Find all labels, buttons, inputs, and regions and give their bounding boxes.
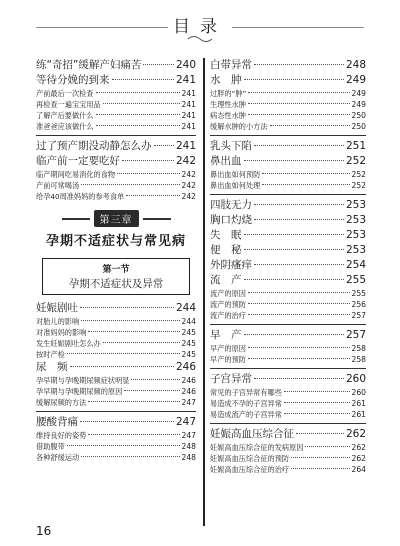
toc-subentry[interactable]: [210, 299, 366, 310]
dot-leader: [80, 421, 174, 422]
entry-title: 妊娠高血压综合征的预防: [210, 454, 290, 463]
dot-leader: [254, 64, 344, 65]
entry-title: 鼻出血如何处理: [210, 181, 261, 190]
toc-subentry[interactable]: [210, 99, 366, 110]
entry-page: 257: [345, 329, 366, 341]
entry-separator: [210, 194, 366, 195]
entry-page: 255: [351, 289, 366, 298]
entry-title: 过了预产期没动静怎么办: [36, 140, 152, 152]
entry-page: 244: [175, 302, 196, 314]
toc-subentry[interactable]: [36, 316, 196, 327]
entry-page: 246: [175, 361, 196, 373]
toc-subentry[interactable]: [36, 180, 196, 191]
section-box: [42, 258, 190, 295]
entry-page: 248: [181, 442, 196, 451]
entry-page: 242: [181, 181, 196, 190]
toc-entry[interactable]: [36, 73, 196, 88]
entry-title: 维持良好的姿势: [36, 431, 87, 440]
toc-subentry[interactable]: [210, 442, 366, 453]
entry-page: 250: [351, 111, 366, 120]
chapter-label: 第三章: [94, 210, 139, 227]
entry-title: 易造成不孕的子宫异常: [210, 399, 282, 408]
entry-separator: [210, 135, 366, 136]
entry-page: 251: [345, 140, 366, 152]
toc-subentry[interactable]: [210, 310, 366, 321]
dot-leader: [88, 401, 179, 402]
toc-right-list: [210, 58, 366, 475]
entry-title: 给孕40周准妈妈的参考食单: [36, 192, 125, 201]
toc-subentry[interactable]: [210, 288, 366, 299]
toc-entry[interactable]: [210, 243, 366, 258]
entry-title: 产前最后一次检查: [36, 89, 94, 98]
dot-leader: [248, 347, 350, 348]
chapter-deco-bar: [62, 218, 90, 220]
dot-leader: [154, 145, 174, 146]
dot-leader: [96, 114, 180, 115]
entry-separator: [210, 324, 366, 325]
toc-subentry[interactable]: [36, 452, 196, 463]
toc-subentry[interactable]: [36, 121, 196, 132]
page-header: [0, 0, 400, 54]
entry-title: 胸口灼烧: [210, 214, 252, 226]
entry-title: 早 产: [210, 329, 242, 341]
entry-title: 按时产检: [36, 350, 65, 359]
entry-page: 245: [181, 339, 196, 348]
dot-leader: [262, 184, 349, 185]
dot-leader: [96, 125, 180, 126]
entry-page: 241: [175, 140, 196, 152]
entry-title: 生理性水肿: [210, 100, 246, 109]
entry-title: 借助腹带: [36, 442, 65, 451]
toc-subentry[interactable]: [36, 430, 196, 441]
toc-entry[interactable]: [210, 372, 366, 387]
section-label: 第一节: [102, 265, 130, 275]
entry-page: 260: [351, 388, 366, 397]
header-rule-left: [36, 27, 168, 28]
toc-entry[interactable]: [210, 328, 366, 343]
dot-leader: [117, 173, 179, 174]
dot-leader: [296, 433, 344, 434]
dot-leader: [244, 279, 344, 280]
dot-leader: [81, 184, 179, 185]
dot-leader: [122, 160, 174, 161]
toc-left-top-list: [36, 58, 196, 202]
entry-page: 260: [345, 373, 366, 385]
entry-title: 对胎儿的影响: [36, 317, 80, 326]
column-divider: [203, 58, 205, 526]
toc-entry[interactable]: [36, 360, 196, 375]
dot-leader: [70, 366, 174, 367]
dot-leader: [248, 292, 350, 293]
dot-leader: [284, 413, 350, 414]
toc-subentry[interactable]: [210, 180, 366, 191]
entry-title: 产前可常喝汤: [36, 181, 80, 190]
entry-title: 流产的原因: [210, 289, 246, 298]
entry-separator: [36, 411, 196, 412]
entry-page: 248: [181, 453, 196, 462]
toc-entry[interactable]: [210, 258, 366, 273]
chapter-deco-bar: [143, 218, 171, 220]
dot-leader: [248, 314, 350, 315]
entry-title: 再检查一遍宝宝用品: [36, 100, 101, 109]
entry-page: 258: [351, 355, 366, 364]
entry-page: 242: [181, 170, 196, 179]
dot-leader: [96, 92, 180, 93]
entry-separator: [210, 368, 366, 369]
entry-page: 261: [351, 410, 366, 419]
entry-title: 妊娠高血压综合征的治疗: [210, 465, 290, 474]
toc-subentry[interactable]: [36, 110, 196, 121]
dot-leader: [248, 114, 350, 115]
entry-page: 247: [181, 398, 196, 407]
dot-leader: [244, 249, 344, 250]
entry-page: 253: [345, 214, 366, 226]
entry-title: 乳头下陷: [210, 140, 252, 152]
dot-leader: [124, 390, 179, 391]
entry-title: 鼻出血: [210, 155, 242, 167]
entry-page: 248: [345, 59, 366, 71]
toc-subentry[interactable]: [36, 327, 196, 338]
dot-leader: [131, 379, 179, 380]
entry-title: 练“奇招”缓解产妇痛苦: [36, 59, 142, 71]
entry-page: 252: [351, 181, 366, 190]
dot-leader: [291, 468, 349, 469]
entry-title: 妊娠高血压综合征的发病原因: [210, 443, 304, 452]
toc-entry[interactable]: [210, 58, 366, 73]
toc-subentry[interactable]: [36, 375, 196, 386]
dot-leader: [80, 307, 174, 308]
entry-title: 白带异常: [210, 59, 252, 71]
dot-leader: [244, 234, 344, 235]
entry-title: 外阴瘙痒: [210, 259, 252, 271]
entry-title: 水 肿: [210, 74, 242, 86]
dot-leader: [254, 204, 344, 205]
dot-leader: [67, 353, 180, 354]
toc-entry[interactable]: [36, 154, 196, 169]
entry-title: 发生妊娠剧吐怎么办: [36, 339, 101, 348]
entry-page: 246: [181, 376, 196, 385]
toc-left-bottom-list: [36, 301, 196, 463]
dot-leader: [305, 446, 349, 447]
dot-leader: [67, 445, 180, 446]
dot-leader: [284, 391, 350, 392]
toc-subentry[interactable]: [36, 99, 196, 110]
dot-leader: [284, 402, 350, 403]
entry-title: 过胖的“肿”: [210, 89, 247, 98]
entry-page: 249: [351, 89, 366, 98]
dot-leader: [81, 456, 179, 457]
entry-separator: [210, 423, 366, 424]
toc-subentry[interactable]: [36, 441, 196, 452]
toc-entry[interactable]: [210, 198, 366, 213]
page-number: 16: [36, 524, 52, 538]
dot-leader: [103, 103, 180, 104]
entry-page: 255: [345, 274, 366, 286]
entry-title: 缓解尿频的方法: [36, 398, 87, 407]
toc-subentry[interactable]: [210, 169, 366, 180]
dot-leader: [112, 79, 174, 80]
entry-page: 261: [351, 399, 366, 408]
entry-page: 254: [345, 259, 366, 271]
toc-entry[interactable]: [210, 139, 366, 154]
entry-title: 孕早期与孕晚期尿频症状明显: [36, 376, 130, 385]
entry-page: 256: [351, 300, 366, 309]
entry-title: 早产的原因: [210, 344, 246, 353]
dot-leader: [126, 195, 179, 196]
entry-title: 流产的治疗: [210, 311, 246, 320]
entry-page: 241: [181, 111, 196, 120]
toc-subentry[interactable]: [210, 343, 366, 354]
entry-title: 便 秘: [210, 244, 242, 256]
dot-leader: [254, 264, 344, 265]
entry-page: 245: [181, 350, 196, 359]
entry-page: 253: [345, 244, 366, 256]
dot-leader: [103, 342, 180, 343]
entry-title: 了解产后要做什么: [36, 111, 94, 120]
entry-page: 242: [181, 192, 196, 201]
entry-page: 241: [181, 89, 196, 98]
dot-leader: [248, 358, 350, 359]
entry-title: 孕早期与孕晚期尿频的原因: [36, 387, 123, 396]
entry-page: 262: [345, 428, 366, 440]
entry-page: 252: [351, 170, 366, 179]
entry-title: 易造成流产的子宫异常: [210, 410, 282, 419]
chapter-title: 孕期不适症状与常见病: [45, 234, 186, 249]
toc-subentry[interactable]: [210, 464, 366, 475]
toc-subentry[interactable]: [36, 397, 196, 408]
toc-subentry[interactable]: [36, 169, 196, 180]
entry-title: 临产期间吃易消化的食物: [36, 170, 116, 179]
toc-entry[interactable]: [210, 228, 366, 243]
entry-page: 253: [345, 199, 366, 211]
entry-page: 241: [175, 74, 196, 86]
dot-leader: [88, 331, 179, 332]
toc-subentry[interactable]: [210, 110, 366, 121]
toc-subentry[interactable]: [36, 338, 196, 349]
toc-entry[interactable]: [36, 415, 196, 430]
entry-title: 等待分娩的到来: [36, 74, 110, 86]
dot-leader: [88, 434, 179, 435]
entry-page: 245: [181, 328, 196, 337]
toc-entry[interactable]: [210, 427, 366, 442]
toc-subentry[interactable]: [210, 398, 366, 409]
entry-title: 各种舒缓运动: [36, 453, 80, 462]
entry-title: 鼻出血如何预防: [210, 170, 261, 179]
entry-title: 尿 频: [36, 361, 68, 373]
dot-leader: [262, 173, 349, 174]
entry-separator: [36, 135, 196, 136]
entry-title: 子宫异常: [210, 373, 252, 385]
chapter-label-row: [36, 210, 196, 227]
chapter-heading: [36, 210, 196, 249]
entry-title: 对准妈妈的影响: [36, 328, 87, 337]
entry-page: 258: [351, 344, 366, 353]
toc-entry[interactable]: [210, 273, 366, 288]
toc-entry[interactable]: [210, 213, 366, 228]
entry-page: 242: [175, 155, 196, 167]
section-title: 孕期不适症状及异常: [68, 278, 164, 290]
entry-page: 257: [351, 311, 366, 320]
dot-leader: [244, 160, 344, 161]
toc-subentry[interactable]: [210, 453, 366, 464]
entry-page: 241: [181, 100, 196, 109]
entry-page: 252: [345, 155, 366, 167]
entry-title: 早产的预防: [210, 355, 246, 364]
entry-page: 249: [345, 74, 366, 86]
dot-leader: [81, 320, 179, 321]
dot-leader: [248, 303, 350, 304]
entry-title: 临产前一定要吃好: [36, 155, 120, 167]
ornament-icon: [187, 34, 213, 44]
entry-page: 253: [345, 229, 366, 241]
dot-leader: [244, 79, 344, 80]
toc-left-column: [36, 58, 196, 526]
entry-title: 缓解水肿的小方法: [210, 122, 268, 131]
toc-subentry[interactable]: [210, 88, 366, 99]
toc-subentry[interactable]: [210, 354, 366, 365]
toc-entry[interactable]: [36, 58, 196, 73]
dot-leader: [254, 219, 344, 220]
entry-page: 246: [181, 387, 196, 396]
dot-leader: [254, 145, 344, 146]
entry-title: 常见的子宫异常有哪些: [210, 388, 282, 397]
entry-title: 流 产: [210, 274, 242, 286]
toc-subentry[interactable]: [210, 387, 366, 398]
entry-page: 262: [351, 443, 366, 452]
entry-page: 240: [175, 59, 196, 71]
toc-entry[interactable]: [210, 154, 366, 169]
entry-page: 249: [351, 100, 366, 109]
dot-leader: [291, 457, 349, 458]
toc-subentry[interactable]: [210, 409, 366, 420]
dot-leader: [248, 103, 350, 104]
entry-page: 247: [181, 431, 196, 440]
entry-page: 250: [351, 122, 366, 131]
entry-page: 241: [181, 122, 196, 131]
entry-title: 腰酸背痛: [36, 416, 78, 428]
dot-leader: [270, 125, 350, 126]
entry-page: 244: [181, 317, 196, 326]
dot-leader: [244, 334, 344, 335]
toc-subentry[interactable]: [210, 121, 366, 132]
entry-page: 264: [351, 465, 366, 474]
header-rule-right: [232, 27, 364, 28]
toc-title: 目录: [173, 17, 227, 37]
entry-page: 247: [175, 416, 196, 428]
toc-subentry[interactable]: [36, 386, 196, 397]
dot-leader: [248, 92, 349, 93]
toc-subentry[interactable]: [36, 349, 196, 360]
dot-leader: [143, 64, 174, 65]
entry-title: 失 眠: [210, 229, 242, 241]
toc-subentry[interactable]: [36, 88, 196, 99]
entry-title: 准爸爸应该做什么: [36, 122, 94, 131]
toc-entry[interactable]: [210, 73, 366, 88]
entry-title: 妊娠高血压综合征: [210, 428, 294, 440]
toc-entry[interactable]: [36, 139, 196, 154]
entry-title: 流产的预防: [210, 300, 246, 309]
toc-right-column: [210, 58, 366, 526]
toc-entry[interactable]: [36, 301, 196, 316]
dot-leader: [254, 378, 344, 379]
entry-title: 病态性水肿: [210, 111, 246, 120]
entry-title: 妊娠剧吐: [36, 302, 78, 314]
toc-subentry[interactable]: [36, 191, 196, 202]
entry-page: 262: [351, 454, 366, 463]
entry-title: 四肢无力: [210, 199, 252, 211]
